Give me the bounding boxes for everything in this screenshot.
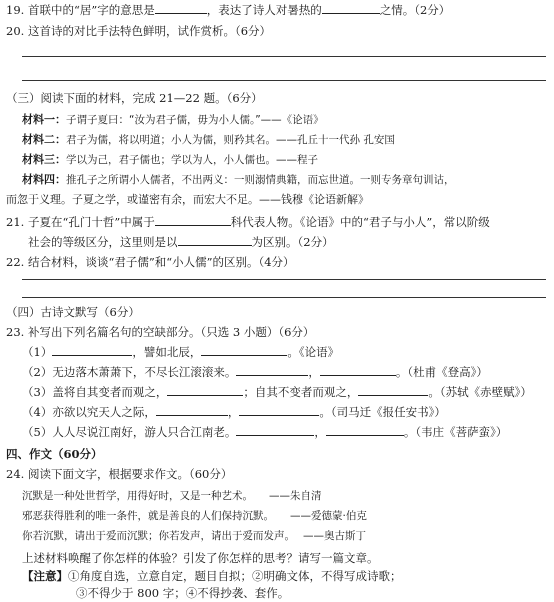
answer-line[interactable]	[22, 56, 546, 57]
answer-blank[interactable]	[320, 364, 396, 376]
answer-blank[interactable]	[236, 364, 308, 376]
part-4-title: 四、作文（60分）	[6, 447, 103, 461]
section-3-title: （三）阅读下面的材料，完成 21—22 题。（6分）	[6, 91, 263, 105]
answer-blank[interactable]	[239, 404, 319, 416]
material-4: 材料四：推孔子之所谓小人儒者，不出两义：一则溺情典籍，而忘世道。一则专务章句训诂，	[22, 173, 455, 186]
question-21: 21. 子夏在“孔门十哲”中属于 科代表人物。《论语》中的“君子与小人”，常以阶级	[6, 215, 490, 229]
question-21-line2: 社会的等级区分，这里则是以 为区别。（2分）	[28, 235, 334, 249]
poem-5: （5）人人尽说江南好，游人只合江南老。 ， 。（韦庄《菩萨蛮》）	[22, 425, 508, 439]
question-20: 20. 这首诗的对比手法特色鲜明，试作赏析。（6分）	[6, 24, 272, 38]
poem-2: （2）无边落木萧萧下，不尽长江滚滚来。 ， 。（杜甫《登高》）	[22, 365, 488, 379]
material-3: 材料三：学以为己，君子儒也；学以为人，小人儒也。——程子	[22, 153, 318, 166]
question-19: 19. 首联中的“居”字的意思是 ，表达了诗人对暑热的 之情。（2分）	[6, 3, 451, 17]
answer-blank[interactable]	[167, 384, 243, 396]
poem-1: （1） ，譬如北辰， 。《论语》	[22, 345, 340, 359]
answer-blank[interactable]	[322, 2, 380, 14]
quote-3: 你若沉默，请出于爱而沉默；你若发声，请出于爱而发声。 ——奥古斯丁	[22, 530, 366, 542]
answer-blank[interactable]	[201, 344, 287, 356]
section-4-title: （四）古诗文默写（6分）	[6, 305, 140, 319]
answer-blank[interactable]	[358, 384, 428, 396]
material-2: 材料二：君子为儒，将以明道；小人为儒，则矜其名。——孔丘十一代孙 孔安国	[22, 133, 395, 146]
quote-2: 邪恶获得胜利的唯一条件，就是善良的人们保持沉默。 ——爱德蒙·伯克	[22, 510, 367, 522]
poem-4: （4）亦欲以究天人之际， ， 。（司马迁《报任安书》）	[22, 405, 446, 419]
answer-blank[interactable]	[155, 214, 231, 226]
material-4-cont: 而忽于义理。子夏之学，或谨密有余，而宏大不足。——钱穆《论语新解》	[6, 193, 369, 206]
essay-prompt: 上述材料唤醒了你怎样的体验？引发了你怎样的思考？请写一篇文章。	[22, 551, 379, 565]
answer-line[interactable]	[22, 279, 546, 280]
notes-line-1: 【注意】①角度自选，立意自定，题目自拟；②明确文体，不得写成诗歌；	[22, 569, 402, 583]
answer-blank[interactable]	[326, 424, 404, 436]
answer-line[interactable]	[22, 80, 546, 81]
notes-line-2: ③不得少于 800 字；④不得抄袭、套作。	[76, 586, 290, 600]
answer-blank[interactable]	[155, 2, 207, 14]
poem-3: （3）盖将自其变者而观之， ；自其不变者而观之， 。（苏轼《赤壁赋》）	[22, 385, 532, 399]
answer-blank[interactable]	[52, 344, 132, 356]
quote-1: 沉默是一种处世哲学，用得好时，又是一种艺术。 ——朱自清	[22, 490, 322, 502]
question-24: 24. 阅读下面文字，根据要求作文。（60分）	[6, 467, 233, 481]
answer-line[interactable]	[22, 297, 546, 298]
question-23: 23. 补写出下列名篇名句的空缺部分。（只选 3 小题）（6分）	[6, 325, 315, 339]
answer-blank[interactable]	[156, 404, 228, 416]
answer-blank[interactable]	[236, 424, 314, 436]
material-1: 材料一：子谓子夏曰：“汝为君子儒，毋为小人儒。”——《论语》	[22, 113, 324, 126]
answer-blank[interactable]	[178, 234, 252, 246]
question-22: 22. 结合材料，谈谈“君子儒”和“小人儒”的区别。（4分）	[6, 255, 295, 269]
